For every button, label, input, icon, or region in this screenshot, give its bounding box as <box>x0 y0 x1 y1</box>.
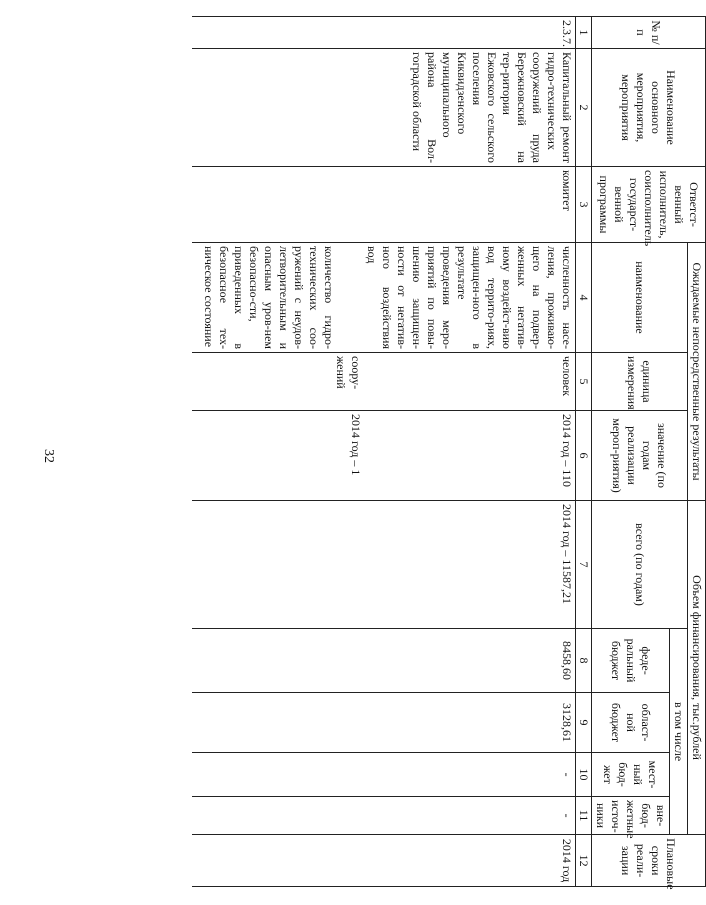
row-result-units <box>192 353 576 411</box>
header-executor: Ответст-венный исполнитель, соисполнитель государст-венной программы <box>592 167 706 243</box>
col-number: 9 <box>576 693 592 753</box>
header-planned-terms: Плановые сроки реали-зации <box>592 835 706 887</box>
row-executor: комитет <box>192 167 576 243</box>
page-number: 32 <box>41 449 56 463</box>
col-number: 11 <box>576 797 592 835</box>
row-federal-budget: 8458,60 <box>192 629 576 693</box>
col-number: 1 <box>576 17 592 49</box>
row-number: 2.3.7. <box>192 17 576 49</box>
col-number: 8 <box>576 629 592 693</box>
program-table-container <box>94 16 706 890</box>
col-number: 6 <box>576 411 592 501</box>
table-row <box>192 17 576 887</box>
row-result-values <box>192 411 576 501</box>
header-federal-budget: феде-ральный бюджет <box>592 629 670 693</box>
header-finance-total: всего (по годам) <box>592 501 688 629</box>
col-number: 4 <box>576 243 592 353</box>
col-number: 12 <box>576 835 592 887</box>
result-2-name: количество гидро-технических соо-ружений с неудов-летворительным и опасным уров-нем безопасно-сти, приведенных в безопасное тех-ническое состояние <box>202 246 336 349</box>
header-local-budget: мест-ный бюд-жет <box>592 753 670 797</box>
header-result-unit: единица измерения <box>592 353 688 411</box>
program-measures-table <box>192 16 706 890</box>
col-number: 5 <box>576 353 592 411</box>
header-number: № п/п <box>592 17 706 49</box>
col-number: 3 <box>576 167 592 243</box>
row-finance-total: 2014 год – 11587,21 <box>192 501 576 629</box>
result-1-name: численность насе-ления, проживаю-щего на подвер-женных негатив-ному воздейст-вию вод террито-риях, защищен-ного в результате проведения меро-приятий по повы-шению защищен-ности от негатив-ного воздействия вод <box>365 246 574 349</box>
header-expected-results: Ожидаемые непосредственные результаты <box>688 243 706 501</box>
col-number: 7 <box>576 501 592 629</box>
row-local-budget: - <box>192 753 576 797</box>
col-number: 10 <box>576 753 592 797</box>
row-measure-name: Капитальный ремонт гидро-технических сооружений пруда Бережновский на тер-ритории Ежовского сельского поселения Киквидзенского муниципального района Вол-гоградской области <box>192 49 576 167</box>
row-regional-budget: 3128,61 <box>192 693 576 753</box>
header-financing: Объем финансирования, тыс.рублей <box>688 501 706 835</box>
header-result-value: значение (по годам реализации мероп-риятия) <box>592 411 688 501</box>
header-extrabudgetary: вне-бюд-жетные источ-ники <box>592 797 670 835</box>
result-2-value: 2014 год – 1 <box>349 414 363 476</box>
header-regional-budget: област-ной бюджет <box>592 693 670 753</box>
result-1-unit: человек <box>560 356 574 397</box>
result-1-value: 2014 год – 110 <box>560 414 574 487</box>
row-extrabudgetary: - <box>192 797 576 835</box>
col-number: 2 <box>576 49 592 167</box>
column-number-row <box>576 17 592 887</box>
row-planned-terms: 2014 год <box>192 835 576 887</box>
header-finance-including: в том числе <box>670 629 688 835</box>
row-result-names <box>192 243 576 353</box>
header-result-name: наименование <box>592 243 688 353</box>
header-measure-name: Наименование основного мероприятия, мероприятия <box>592 49 706 167</box>
rotated-page-area <box>94 16 706 890</box>
result-2-unit: соору-жений <box>334 356 363 390</box>
